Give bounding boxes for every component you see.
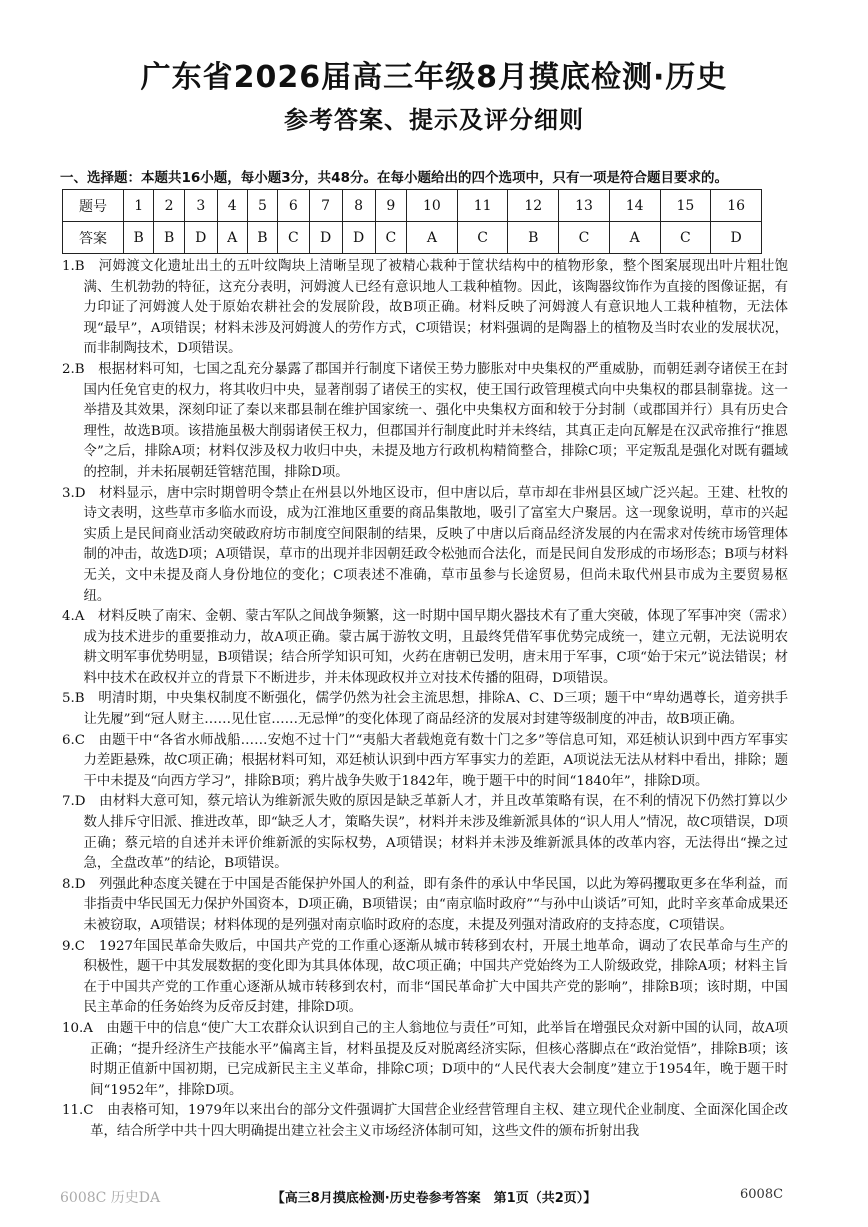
explanation-item: 2.B 根据材料可知，七国之乱充分暴露了郡国并行制度下诸侯王势力膨胀对中央集权的严重威胁，而朝廷剥夺诸侯王在封国内任免官吏的权力，将其收归中央，显著削弱了诸侯王的实权，使王国行政管理模式向中央集权的郡县制靠拢。这一举措及其效果，深刻印证了秦以来郡县制在维护国家统一、强化中央集权方面和较于分封制（或郡国并行）具有历史合理性，故选B项。该措施虽极大削弱诸侯王权力，但郡国并行制度此时并未终结，其真正走向瓦解是在汉武帝推行“推恩令”之后，排除A项；材料仅涉及权力收归中央，未提及地方行政机构精简整合，排除C项；平定叛乱是强化对既有疆域的控制，并未拓展朝廷管辖范围，排除D项。 — [62, 361, 788, 480]
page-footer: 【高三8月摸底检测·历史卷参考答案 第1页（共2页）】 — [271, 1191, 597, 1206]
question-number-cell: 14 — [609, 190, 660, 222]
explanation-item: 1.B 河姆渡文化遗址出土的五叶纹陶块上清晰呈现了被精心栽种于筐状结构中的植物形象，整个图案展现出叶片粗壮饱满、生机勃勃的特征，这充分表明，河姆渡人已经有意识地人工栽种植物。因此，该陶器纹饰作为直接的图像证据，有力印证了河姆渡人处于原始农耕社会的发展阶段，故B项正确。材料反映了河姆渡人有意识地人工栽种植物，无法体现“最早”，A项错误；材料未涉及河姆渡人的劳作方式，C项错误；材料强调的是陶器上的植物及当时农业的发展状况，而非制陶技术，D项错误。 — [62, 259, 788, 357]
question-number-cell: 3 — [184, 190, 217, 222]
page-title: 广东省2026届高三年级8月摸底检测·历史 — [140, 60, 728, 95]
explanations — [62, 257, 788, 1143]
explanation-item: 9.C 1927年国民革命失败后，中国共产党的工作重心逐渐从城市转移到农村，开展土地革命，调动了农民革命与生产的积极性，题干中其发展数据的变化即为其具体体现，故C项正确；中国共产党始终为工人阶级政党，排除A项；材料主旨在于中国共产党的工作重心逐渐从城市转移到农村，而非“国民革命扩大中国共产党的影响”，排除B项；该时期，中国民主革命的任务始终为反帝反封建，排除D项。 — [62, 938, 788, 1016]
question-number-cell: 12 — [508, 190, 559, 222]
answer-cell: B — [124, 222, 154, 254]
explanation-item: 6.C 由题干中“各省水师战船……安炮不过十门”“夷船大者载炮竟有数十门之多”等信息可知，邓廷桢认识到中西方军事实力差距悬殊，故C项正确；根据材料可知，邓廷桢认识到中西方军事实力的差距，A项说法无法从材料中看出，排除；题干中未提及“向西方学习”，排除B项；鸦片战争失败于1842年，晚于题干中的时间“1840年”，排除D项。 — [62, 732, 788, 789]
answer-cell: C — [457, 222, 508, 254]
explanation-item: 4.A 材料反映了南宋、金朝、蒙古军队之间战争频繁，这一时期中国早期火器技术有了重大突破，体现了军事冲突（需求）成为技术进步的重要推动力，故A项正确。蒙古属于游牧文明，且最终凭借军事优势完成统一，建立元朝，无法说明农耕文明军事优势明显，B项错误；结合所学知识可知，火药在唐朝已发明，唐末用于军事，C项“始于宋元”说法错误；材料中技术在政权并立的背景下不断进步，并未体现政权并立对技术传播的阻碍，D项错误。 — [62, 609, 788, 686]
answer-cell: B — [154, 222, 184, 254]
question-number-cell: 5 — [247, 190, 277, 222]
page-subtitle: 参考答案、提示及评分细则 — [284, 106, 584, 134]
answer-cell: A — [217, 222, 247, 254]
answer-cell: A — [609, 222, 660, 254]
question-number-cell: 1 — [124, 190, 154, 222]
question-number-cell: 11 — [457, 190, 508, 222]
table-row — [63, 222, 762, 254]
answer-cell: C — [559, 222, 610, 254]
question-number-cell: 10 — [407, 190, 458, 222]
doc-code-left: 6008C 历史DA — [60, 1190, 161, 1206]
explanation-item: 11.C 由表格可知，1979年以来出台的部分文件强调扩大国营企业经营管理自主权、建立现代企业制度、全面深化国企改革，结合所学中共十四大明确提出建立社会主义市场经济体制可知，这些文件的颁布折射出我 — [62, 1103, 788, 1139]
answer-table — [62, 189, 762, 254]
answer-cell: A — [407, 222, 458, 254]
question-number-cell: 15 — [660, 190, 711, 222]
answer-cell: B — [247, 222, 277, 254]
table-row — [63, 190, 762, 222]
section-heading: 一、选择题：本题共16小题，每小题3分，共48分。在每小题给出的四个选项中，只有一项是符合题目要求的。 — [60, 170, 728, 186]
explanation-item: 8.D 列强此种态度关键在于中国是否能保护外国人的利益，即有条件的承认中华民国，以此为筹码攫取更多在华利益，而非指责中华民国无力保护外国资本，D项正确，B项错误；由“南京临时政府”“与孙中山谈话”可知，此时辛亥革命成果还未被窃取，A项错误；材料体现的是列强对南京临时政府的态度，未提及列强对清政府的支持态度，C项错误。 — [62, 876, 788, 933]
answer-cell: C — [375, 222, 407, 254]
table-header-cell: 答案 — [63, 222, 124, 254]
question-number-cell: 13 — [559, 190, 610, 222]
explanation-item: 3.D 材料显示，唐中宗时期曾明令禁止在州县以外地区设市，但中唐以后，草市却在非州县区域广泛兴起。王建、杜牧的诗文表明，这些草市多临水而设，成为江淮地区重要的商品集散地，吸引了富室大户聚居。这一现象说明，草市的兴起实质上是民间商业活动突破政府坊市制度空间限制的结果，反映了中唐以后商品经济发展的内在需求对传统市场管理体制的冲击，故选D项；A项错误，草市的出现并非因朝廷政令松弛而合法化，而是民间自发形成的市场形态；B项与材料无关，文中未提及商人身份地位的变化；C项表述不准确，草市虽参与长途贸易，但尚未取代州县市成为主要贸易枢纽。 — [62, 485, 788, 604]
answer-cell: C — [660, 222, 711, 254]
question-number-cell: 9 — [375, 190, 407, 222]
question-number-cell: 4 — [217, 190, 247, 222]
answer-cell: D — [309, 222, 342, 254]
question-number-cell: 2 — [154, 190, 184, 222]
doc-code-right: 6008C — [740, 1187, 784, 1202]
answer-cell: B — [508, 222, 559, 254]
question-number-cell: 16 — [711, 190, 762, 222]
table-header-cell: 题号 — [63, 190, 124, 222]
answer-cell: D — [711, 222, 762, 254]
question-number-cell: 6 — [278, 190, 310, 222]
question-number-cell: 7 — [309, 190, 342, 222]
answer-cell: C — [278, 222, 310, 254]
question-number-cell: 8 — [342, 190, 375, 222]
answer-cell: D — [342, 222, 375, 254]
explanation-item: 5.B 明清时期，中央集权制度不断强化，儒学仍然为社会主流思想，排除A、C、D三项；题干中“卑幼遇尊长，道旁拱手让先履”到“冠人财主……见仕宦……无忌惮”的变化体现了商品经济的发展对封建等级制度的冲击，故B项正确。 — [62, 691, 788, 728]
explanation-item: 10.A 由题干中的信息“使广大工农群众认识到自己的主人翁地位与责任”可知，此举旨在增强民众对新中国的认同，故A项正确；“提升经济生产技能水平”偏离主旨，材料虽提及反对脱离经济实际，但核心落脚点在“政治觉悟”，排除B项；该时期正值新中国初期，已完成新民主主义革命，排除C项；D项中的“人民代表大会制度”建立于1954年，晚于题干时间“1952年”，排除D项。 — [62, 1020, 788, 1098]
answer-cell: D — [184, 222, 217, 254]
explanation-item: 7.D 由材料大意可知，蔡元培认为维新派失败的原因是缺乏革新人才，并且改革策略有误，在不利的情况下仍然打算以少数人排斥守旧派、推进改革，即“缺乏人才，策略失误”，材料并未涉及维新派具体的“识人用人”情况，故C项错误，D项正确；蔡元培的自述并未评价维新派的实际权势，A项错误；材料并未涉及维新派具体的改革内容，无法得出“操之过急，全盘改革”的结论，B项错误。 — [62, 794, 788, 872]
